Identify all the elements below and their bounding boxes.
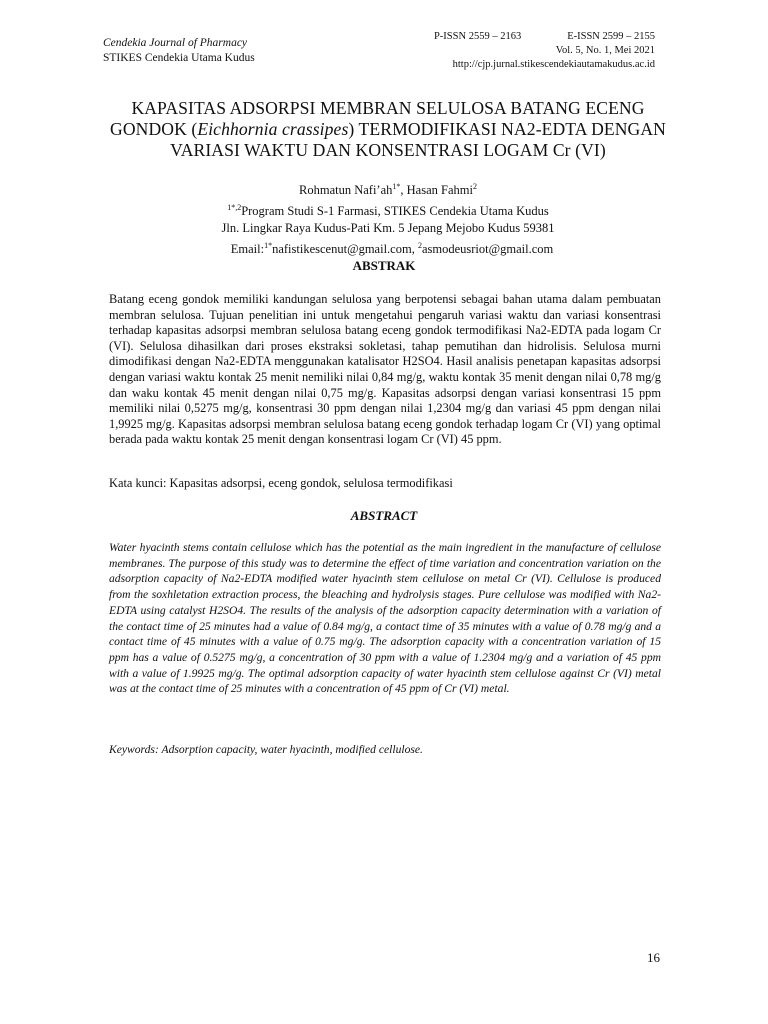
kata-kunci: Kata kunci: Kapasitas adsorpsi, eceng gondok, selulosa termodifikasi [109, 476, 453, 490]
author-2: Hasan Fahmi [406, 183, 473, 197]
author-2-sup: 2 [472, 182, 477, 191]
journal-institution: STIKES Cendekia Utama Kudus [103, 52, 255, 64]
author-names [130, 178, 646, 199]
abstract-heading: ABSTRACT [350, 508, 418, 523]
journal-header-right [355, 30, 655, 72]
email-label: Email: [230, 242, 265, 256]
affiliation-text: Program Studi S-1 Farmasi, STIKES Cendekia Utama Kudus [241, 204, 549, 218]
author-1: Rohmatun Nafi’ah [299, 183, 393, 197]
author-block [130, 178, 646, 258]
email-2-sup: 2 [417, 241, 422, 250]
journal-name: Cendekia Journal of Pharmacy [103, 37, 248, 49]
address: Jln. Lingkar Raya Kudus-Pati Km. 5 Jepang Mejobo Kudus 59381 [221, 221, 555, 235]
p-issn: P-ISSN 2559 – 2163 [433, 31, 522, 42]
abstrak-heading: ABSTRAK [352, 258, 416, 273]
abstrak-body: Batang eceng gondok memiliki kandungan selulosa yang berpotensi sebagai bahan utama dalam pembuatan membran selulosa. Tujuan penelitian ini untuk mengetahui pengaruh variasi waktu dan variasi konsentrasi terhadap kapasitas adsorpsi membran selulosa batang eceng gondok termodifikasi Na2-EDTA pada logam Cr (VI). Selulosa dihasilkan dari proses ekstraksi sokletasi, tahap pemutihan dan hidrolisis. Selulosa murni dimodifikasi dengan Na2-EDTA menggunakan katalisator H2SO4. Hasil analisis penetapan kapasitas adsorpsi dengan variasi waktu kontak 25 menit nemiliki nilai 0,84 mg/g, waktu kontak 35 menit dengan nilai 0,78 mg/g dan waku kontak 45 menit dengan nilai 0,75 mg/g. Kapasitas adsorpsi dengan variasi konsentrasi 15 ppm memiliki nilai 0,5275 mg/g, konsentrasi 30 ppm dengan nilai 1,2304 mg/g dan variasi 45 ppm dengan nilai 1,9925 mg/g. Kapasitas adsorpsi membran selulosa batang eceng gondok terhadap logam Cr (VI) yang optimal berada pada waktu kontak 25 menit dengan konsentrasi logam Cr (VI) 45 ppm. [109, 292, 661, 447]
journal-url[interactable]: http://cjp.jurnal.stikescendekiautamakudus.ac.id [452, 59, 655, 70]
author-separator: , [400, 183, 407, 197]
email-line [130, 237, 646, 258]
title-part-2: ) TERMODIFIKASI NA2-EDTA DENGAN VARIASI WAKTU DAN KONSENTRASI LOGAM Cr (VI) [170, 119, 666, 160]
email-1-sup: 1* [264, 241, 273, 250]
page-number: 16 [647, 950, 660, 965]
keywords: Keywords: Adsorption capacity, water hyacinth, modified cellulose. [109, 743, 423, 756]
affiliation [130, 199, 646, 220]
paper-title [96, 98, 680, 161]
title-part-1: KAPASITAS ADSORPSI MEMBRAN SELULOSA BATANG ECENG GONDOK ( [110, 98, 645, 139]
abstract-body: Water hyacinth stems contain cellulose which has the potential as the main ingredient in the manufacture of cellulose membranes. The purpose of this study was to determine the effect of time variation and concentration variation on the adsorption capacity of Na2-EDTA modified water hyacinth stem cellulose on metal Cr (VI). Cellulose is produced from the soxhletation extraction process, the bleaching and hydrolysis stages. Pure cellulose was modified with Na2-EDTA using catalyst H2SO4. The results of the analysis of the adsorption capacity determination with a variation of the contact time of 25 minutes had a value of 0.84 mg/g, a contact time of 35 minutes with a value of 0.78 mg/g and a contact time of 45 minutes with a value of 0.75 mg/g. The adsorption capacity with a concentration variation of 15 ppm has a value of 0.5275 mg/g, a concentration of 30 ppm with a value of 1.2304 mg/g and a variation of 45 ppm with a value of 1.9925 mg/g. The optimal adsorption capacity of water hyacinth stem cellulose against Cr (VI) metal was at the contact time of 25 minutes with a concentration of 45 ppm of Cr (VI) metal. [109, 541, 661, 696]
email-1[interactable]: nafistikescenut@gmail.com, [272, 242, 418, 256]
title-scientific-name: Eichhornia crassipes [197, 119, 349, 139]
affiliation-sup: 1*,2 [227, 203, 242, 212]
email-2[interactable]: asmodeusriot@gmail.com [421, 242, 554, 256]
journal-header-left [103, 36, 255, 66]
issn-row [355, 30, 655, 44]
volume-info: Vol. 5, No. 1, Mei 2021 [555, 45, 655, 56]
author-1-sup: 1* [392, 182, 401, 191]
e-issn: E-ISSN 2599 – 2155 [567, 31, 655, 42]
